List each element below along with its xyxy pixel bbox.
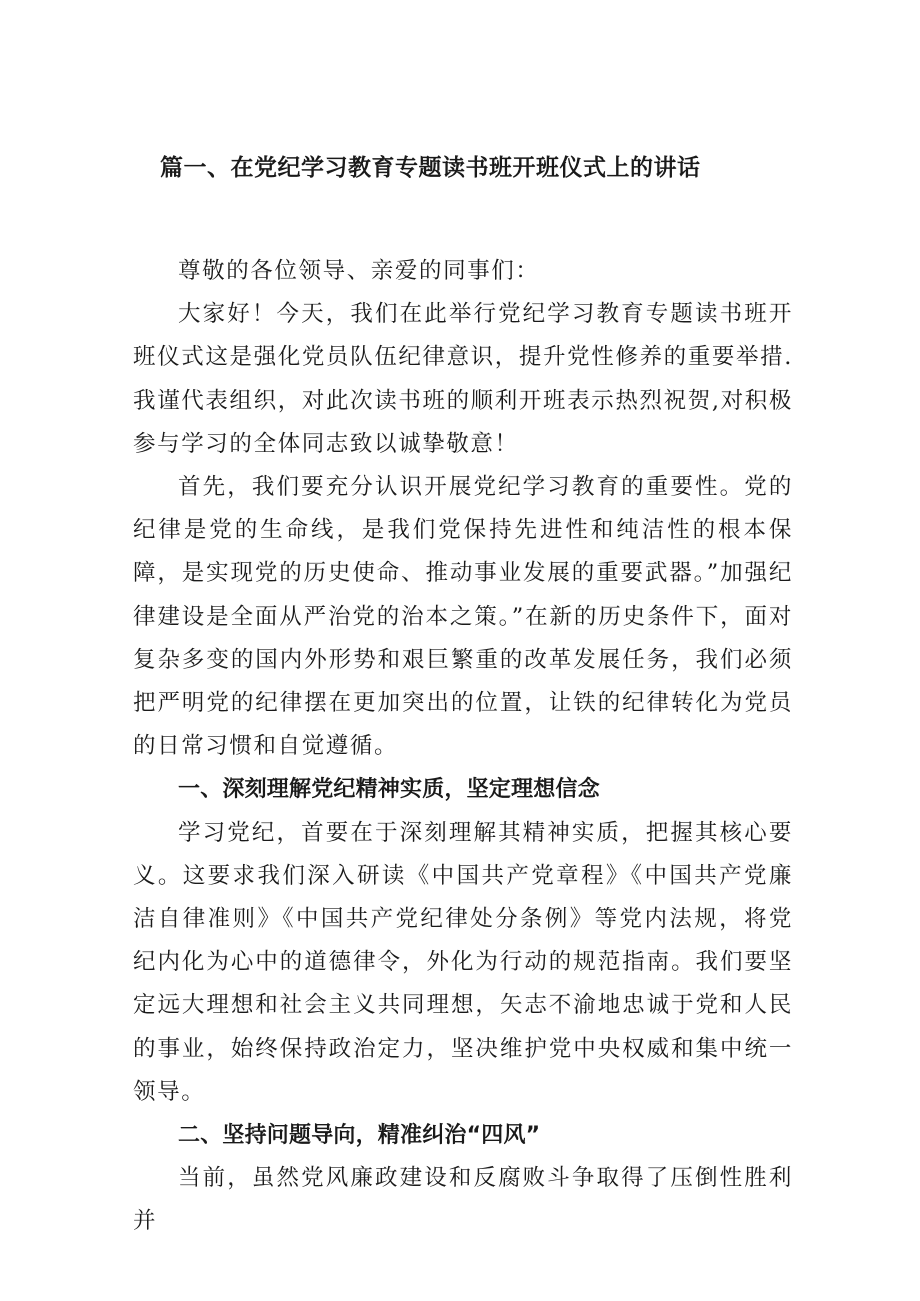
- document-title: 篇一、在党纪学习教育专题读书班开班仪式上的讲话: [160, 155, 701, 181]
- opening-paragraph: 大家好！今天，我们在此举行党纪学习教育专题读书班开班仪式这是强化党员队伍纪律意识，提升党性修养的重要举措.我谨代表组织，对此次读书班的顺利开班表示热烈祝贺,对积极参与学习的全体同志致以诚挚敬意！: [133, 301, 793, 457]
- section-heading-2: 二、坚持问题导向，精准纠治“四风”: [178, 1123, 541, 1149]
- document-body: [133, 250, 793, 1244]
- importance-paragraph: 首先，我们要充分认识开展党纪学习教育的重要性。党的纪律是党的生命线，是我们党保持先进性和纯洁性的根本保障，是实现党的历史使命、推动事业发展的重要武器。”加强纪律建设是全面从严治党的治本之策。”在新的历史条件下，面对复杂多变的国内外形势和艰巨繁重的改革发展任务，我们必须把严明党的纪律摆在更加突出的位置，让铁的纪律转化为党员的日常习惯和自觉遵循。: [133, 474, 793, 760]
- greeting-paragraph: 尊敬的各位领导、亲爱的同事们：: [178, 258, 540, 284]
- section-2-paragraph: 当前，虽然党风廉政建设和反腐败斗争取得了压倒性胜利并: [133, 1165, 793, 1235]
- section-heading-1: 一、深刻理解党纪精神实质，坚定理想信念: [178, 777, 600, 803]
- section-1-paragraph: 学习党纪，首要在于深刻理解其精神实质，把握其核心要义。这要求我们深入研读《中国共产党章程》《中国共产党廉洁自律准则》《中国共产党纪律处分条例》等党内法规，将党纪内化为心中的道德律令，外化为行动的规范指南。我们要坚定远大理想和社会主义共同理想，矢志不渝地忠诚于党和人民的事业，始终保持政治定力，坚决维护党中央权威和集中统一领导。: [133, 819, 793, 1105]
